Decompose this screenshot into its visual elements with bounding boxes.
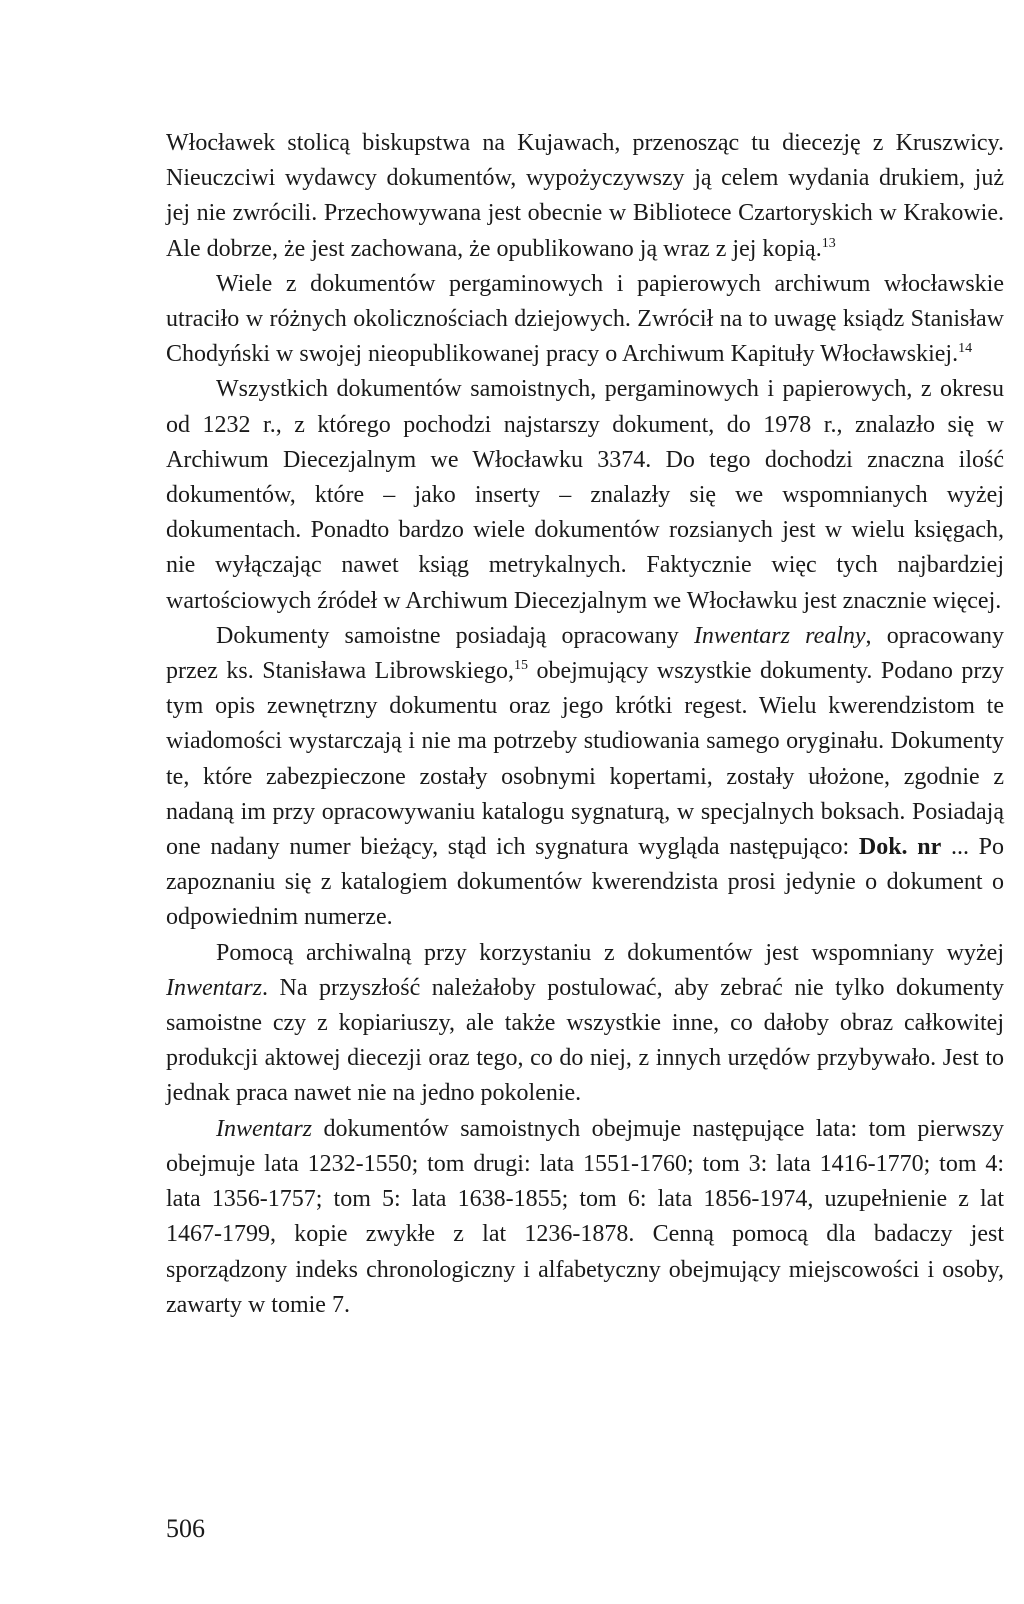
text-run: Pomocą archiwalną przy korzystaniu z dokumentów jest wspomniany wyżej (216, 939, 1004, 966)
italic-title: Inwentarz realny (693, 622, 866, 649)
body-text (166, 126, 1004, 1323)
text-run: Dokumenty samoistne posiadają opracowany (216, 622, 694, 649)
footnote-reference: 13 (821, 235, 836, 251)
text-run: dokumentów samoistnych obejmuje następujące lata: tom pierwszy obejmuje lata 1232-1550; tom drugi: lata 1551-1760; tom 3: lata 1416-1770; tom 4: lata 1356-1757; tom 5: lata 1638-1855; tom 6: lata 1856-1974, uzupełnienie z lat 1467-1799, kopie zwykłe z lat 1236-1878. Cenną pomocą dla badaczy jest sporządzony indeks chronologiczny i alfabetyczny obejmujący miejscowości i osoby, zawarty w tomie 7. (166, 1115, 1004, 1318)
paragraph (166, 936, 1004, 1112)
text-run: Wiele z dokumentów pergaminowych i papierowych archiwum włocławskie utraciło w różnych okolicznościach dziejowych. Zwrócił na to uwagę ksiądz Stanisław Chodyński w swojej nieopublikowanej pracy o Archiwum Kapituły Włocławskiej. (166, 270, 1004, 368)
text-run: . Na przyszłość należałoby postulować, aby zebrać nie tylko dokumenty samoistne czy z kopiariuszy, ale także wszystkie inne, co dałoby obraz całkowitej produkcji aktowej diecezji oraz tego, co do niej, z innych urzędów przybywało. Jest to jednak praca nawet nie na jedno pokolenie. (166, 974, 1004, 1107)
text-run: , opracowany przez ks. Stanisława Librowskiego, (166, 622, 1005, 685)
text-run: Wszystkich dokumentów samoistnych, pergaminowych i papierowych, z okresu od 1232 r., z którego pochodzi najstarszy dokument, do 1978 r., znalazło się w Archiwum Diecezjalnym we Włocławku 3374. Do tego dochodzi znaczna ilość dokumentów, które – jako inserty – znalazły się we wspomnianych wyżej dokumentach. Ponadto bardzo wiele dokumentów rozsianych jest w wielu księgach, nie wyłączając nawet ksiąg metrykalnych. Faktycznie więc tych najbardziej wartościowych źródeł w Archiwum Diecezjalnym we Włocławku jest znacznie więcej. (166, 376, 1004, 614)
italic-title: Inwentarz (216, 1115, 312, 1142)
italic-title: Inwentarz (166, 974, 262, 1001)
text-run: obejmujący wszystkie dokumenty. Podano przy tym opis zewnętrzny dokumentu oraz jego krótki regest. Wielu kwerendzistom te wiadomości wystarczają i nie ma potrzeby studiowania samego oryginału. Dokumenty te, które zabezpieczone zostały osobnymi kopertami, zostały ułożone, zgodnie z nadaną im przy opracowywaniu katalogu sygnaturą, w specjalnych boksach. Posiadają one nadany numer bieżący, stąd ich sygnatura wygląda następująco: (166, 658, 1004, 861)
text-run: Włocławek stolicą biskupstwa na Kujawach, przenosząc tu diecezję z Kruszwicy. Nieuczciwi wydawcy dokumentów, wypożyczywszy ją celem wydania drukiem, już jej nie zwrócili. Przechowywana jest obecnie w Bibliotece Czartoryskich w Krakowie. Ale dobrze, że jest zachowana, że opublikowano ją wraz z jej kopią. (166, 130, 1004, 262)
paragraph (166, 267, 1004, 373)
bold-term: Dok. nr (858, 834, 942, 861)
text-run: ... Po zapoznaniu się z katalogiem dokumentów kwerendzista prosi jedynie o dokument o odpowiednim numerze. (166, 834, 1005, 931)
paragraph (166, 1112, 1004, 1323)
page-number: 506 (166, 1514, 205, 1543)
footnote-reference: 14 (958, 341, 973, 357)
paragraph (166, 126, 1004, 267)
footnote-reference: 15 (513, 658, 528, 674)
paragraph (166, 619, 1004, 936)
paragraph (166, 372, 1004, 618)
